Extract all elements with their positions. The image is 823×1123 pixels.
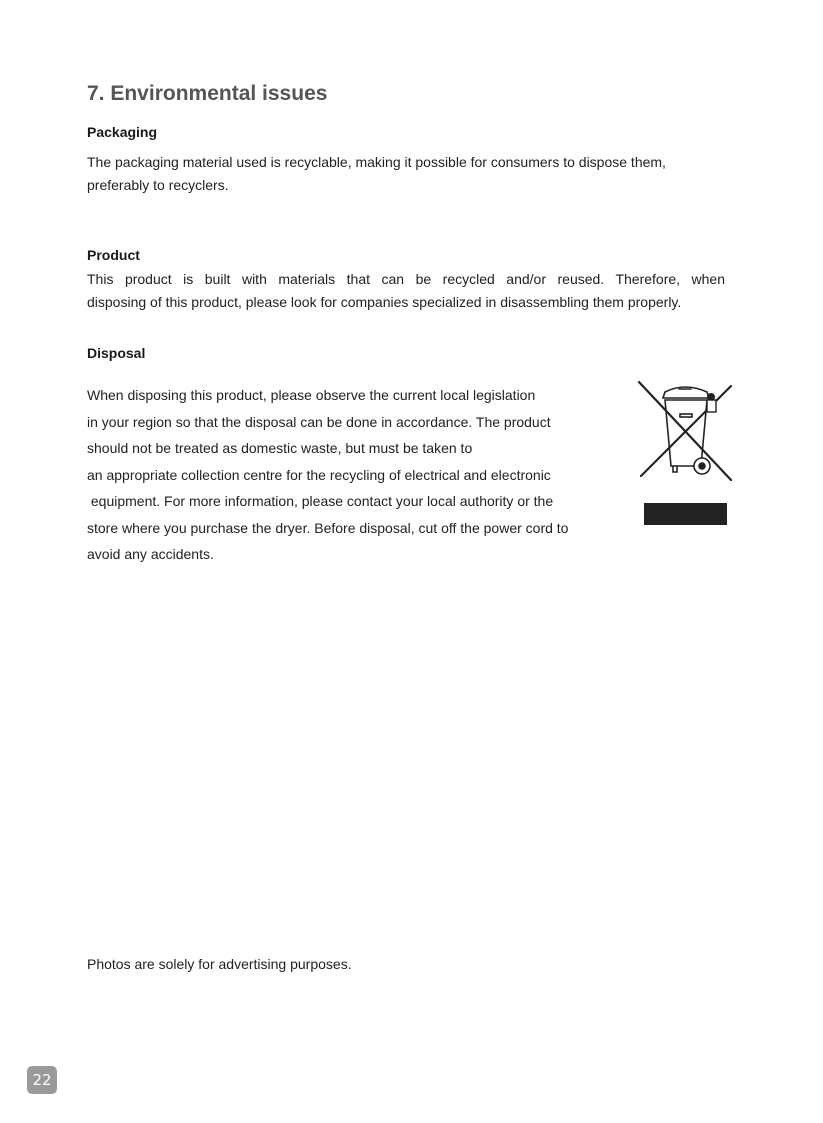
packaging-heading: Packaging xyxy=(87,124,158,140)
product-heading: Product xyxy=(87,247,140,263)
disposal-line: avoid any accidents. xyxy=(87,546,214,562)
weee-black-bar xyxy=(644,503,727,525)
disposal-line: an appropriate collection centre for the recycling of electrical and electronic xyxy=(87,466,551,483)
disposal-line: equipment. For more information, please contact your local authority or the xyxy=(87,493,554,509)
disposal-line: When disposing this product, please observe the current local legislation xyxy=(87,387,536,403)
disposal-line: in your region so that the disposal can be done in accordance. The product xyxy=(87,413,551,430)
product-line: This product is built with materials that can be recycled and/or reused. Therefore, when xyxy=(87,271,725,287)
disposal-line: should not be treated as domestic waste, but must be taken to xyxy=(87,440,473,456)
packaging-line: preferably to recyclers. xyxy=(87,177,229,193)
disposal-line: store where you purchase the dryer. Before disposal, cut off the power cord to xyxy=(87,519,569,536)
packaging-paragraph xyxy=(87,151,666,197)
product-paragraph xyxy=(87,268,725,314)
disposal-heading: Disposal xyxy=(87,345,146,361)
packaging-line: The packaging material used is recyclable, making it possible for consumers to dispose them, xyxy=(87,154,666,170)
crossed-out-wheelie-bin-icon xyxy=(635,378,735,484)
page-number-badge: 22 xyxy=(27,1066,57,1094)
product-line: disposing of this product, please look for companies specialized in disassembling them properly. xyxy=(87,294,682,310)
page-title: 7. Environmental issues xyxy=(87,82,328,105)
disposal-paragraph xyxy=(87,382,568,568)
footer-note: Photos are solely for advertising purposes. xyxy=(87,956,352,972)
